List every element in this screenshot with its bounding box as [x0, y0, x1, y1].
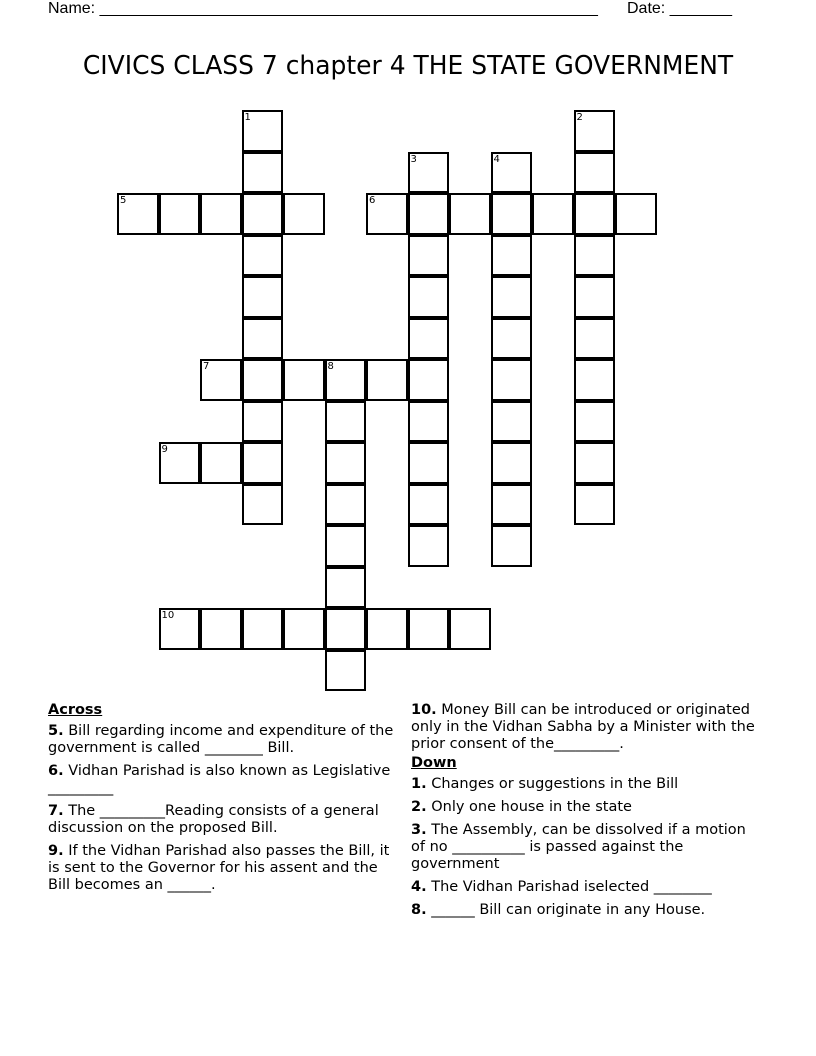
crossword-cell[interactable] — [408, 525, 450, 567]
crossword-cell[interactable] — [491, 193, 533, 235]
crossword-cell[interactable] — [242, 401, 284, 443]
clue-across-9 — [48, 843, 398, 894]
crossword-cell[interactable] — [574, 276, 616, 318]
cell-number: 6 — [369, 195, 376, 206]
crossword-cell[interactable] — [574, 152, 616, 194]
crossword-cell[interactable] — [408, 152, 450, 194]
crossword-cell[interactable] — [449, 193, 491, 235]
crossword-cell[interactable] — [366, 359, 408, 401]
clue-text: Vidhan Parishad is also known as Legislative _________ — [48, 763, 391, 796]
crossword-cell[interactable] — [574, 484, 616, 526]
cell-number: 10 — [161, 610, 175, 621]
crossword-cell[interactable] — [325, 567, 367, 609]
clue-number: 3. — [411, 822, 427, 838]
crossword-cell[interactable] — [491, 442, 533, 484]
crossword-cell[interactable] — [491, 235, 533, 277]
clue-number: 4. — [411, 879, 427, 895]
crossword-cell[interactable] — [200, 608, 242, 650]
crossword-cell[interactable] — [408, 484, 450, 526]
crossword-cell[interactable] — [574, 110, 616, 152]
clue-text: Changes or suggestions in the Bill — [426, 776, 679, 792]
cell-number: 4 — [493, 153, 500, 165]
crossword-cell[interactable] — [242, 193, 284, 235]
across-heading: Across — [48, 702, 103, 718]
crossword-cell[interactable] — [449, 608, 491, 650]
crossword-cell[interactable] — [408, 442, 450, 484]
clue-number: 9. — [48, 843, 64, 859]
clue-number: 5. — [48, 723, 64, 739]
crossword-cell[interactable] — [615, 193, 657, 235]
cell-number: 8 — [327, 361, 334, 372]
crossword-cell[interactable] — [117, 193, 159, 235]
clue-text: Bill regarding income and expenditure of the government is called ________ Bill. — [48, 723, 394, 756]
crossword-cell[interactable] — [159, 442, 201, 484]
clue-text: The _________Reading consists of a general discussion on the proposed Bill. — [48, 803, 379, 836]
clue-number: 1. — [411, 776, 427, 792]
crossword-cell[interactable] — [574, 442, 616, 484]
crossword-cell[interactable] — [408, 318, 450, 360]
crossword-cell[interactable] — [574, 193, 616, 235]
cell-number: 5 — [120, 195, 127, 206]
clue-number: 10. — [411, 702, 437, 718]
crossword-cell[interactable] — [283, 608, 325, 650]
crossword-cell[interactable] — [325, 650, 367, 692]
crossword-cell[interactable] — [574, 401, 616, 443]
clue-down-8 — [411, 902, 756, 919]
cell-number: 2 — [576, 112, 583, 123]
cell-number: 7 — [203, 361, 210, 372]
crossword-cell[interactable] — [532, 193, 574, 235]
crossword-cell[interactable] — [242, 276, 284, 318]
crossword-cell[interactable] — [200, 193, 242, 235]
crossword-cell[interactable] — [366, 193, 408, 235]
crossword-cell[interactable] — [366, 608, 408, 650]
clue-across-5 — [48, 723, 398, 757]
clue-text: The Vidhan Parishad iselected ________ — [426, 879, 712, 895]
crossword-cell[interactable] — [159, 193, 201, 235]
cell-number: 1 — [244, 112, 251, 123]
crossword-cell[interactable] — [325, 608, 367, 650]
clue-down-4 — [411, 879, 756, 896]
crossword-cell[interactable] — [283, 359, 325, 401]
crossword-cell[interactable] — [574, 318, 616, 360]
crossword-cell[interactable] — [491, 359, 533, 401]
crossword-cell[interactable] — [491, 401, 533, 443]
clue-across-7 — [48, 803, 398, 837]
crossword-cell[interactable] — [325, 401, 367, 443]
crossword-cell[interactable] — [200, 359, 242, 401]
clue-text: Only one house in the state — [426, 799, 632, 815]
crossword-cell[interactable] — [242, 235, 284, 277]
crossword-cell[interactable] — [408, 276, 450, 318]
crossword-cell[interactable] — [491, 152, 533, 194]
crossword-cell[interactable] — [242, 152, 284, 194]
crossword-cell[interactable] — [242, 110, 284, 152]
clue-down-3 — [411, 822, 756, 873]
crossword-cell[interactable] — [242, 359, 284, 401]
clue-text: Money Bill can be introduced or originated only in the Vidhan Sabha by a Minister with the prior consent of the_________. — [411, 702, 755, 752]
cell-number: 3 — [410, 153, 417, 165]
clue-across-6 — [48, 763, 398, 797]
crossword-cell[interactable] — [283, 193, 325, 235]
clue-number: 7. — [48, 803, 64, 819]
crossword-cell[interactable] — [325, 484, 367, 526]
crossword-cell[interactable] — [159, 608, 201, 650]
cell-number: 9 — [161, 444, 168, 455]
name-field-label[interactable]: Name: ________________________________________________________ — [48, 0, 598, 17]
page-title: CIVICS CLASS 7 chapter 4 THE STATE GOVERNMENT — [82, 51, 734, 81]
clue-down-1 — [411, 776, 756, 793]
crossword-cell[interactable] — [325, 442, 367, 484]
crossword-cell[interactable] — [491, 276, 533, 318]
clue-text: ______ Bill can originate in any House. — [426, 902, 706, 918]
crossword-cell[interactable] — [242, 442, 284, 484]
crossword-cell[interactable] — [200, 442, 242, 484]
crossword-cell[interactable] — [491, 525, 533, 567]
clues-column-right — [411, 702, 756, 925]
crossword-cell[interactable] — [325, 359, 367, 401]
crossword-cell[interactable] — [491, 318, 533, 360]
crossword-cell[interactable] — [408, 401, 450, 443]
crossword-cell[interactable] — [574, 235, 616, 277]
crossword-cell[interactable] — [408, 359, 450, 401]
clue-number: 8. — [411, 902, 427, 918]
crossword-cell[interactable] — [408, 235, 450, 277]
crossword-cell[interactable] — [408, 608, 450, 650]
crossword-cell[interactable] — [408, 193, 450, 235]
clue-number: 6. — [48, 763, 64, 779]
crossword-cell[interactable] — [242, 318, 284, 360]
crossword-cell[interactable] — [325, 525, 367, 567]
clue-number: 2. — [411, 799, 427, 815]
clue-text: The Assembly, can be dissolved if a motion of no __________ is passed against the government — [411, 822, 746, 872]
date-field-label[interactable]: Date: _______ — [627, 0, 732, 17]
clues-column-left — [48, 702, 398, 900]
crossword-cell[interactable] — [242, 608, 284, 650]
crossword-cell[interactable] — [574, 359, 616, 401]
clue-across-10 — [411, 702, 756, 753]
crossword-cell[interactable] — [491, 484, 533, 526]
clue-text: If the Vidhan Parishad also passes the Bill, it is sent to the Governor for his assent and the Bill becomes an ______. — [48, 843, 390, 893]
crossword-cell[interactable] — [242, 484, 284, 526]
down-heading: Down — [411, 755, 457, 771]
clue-down-2 — [411, 799, 756, 816]
